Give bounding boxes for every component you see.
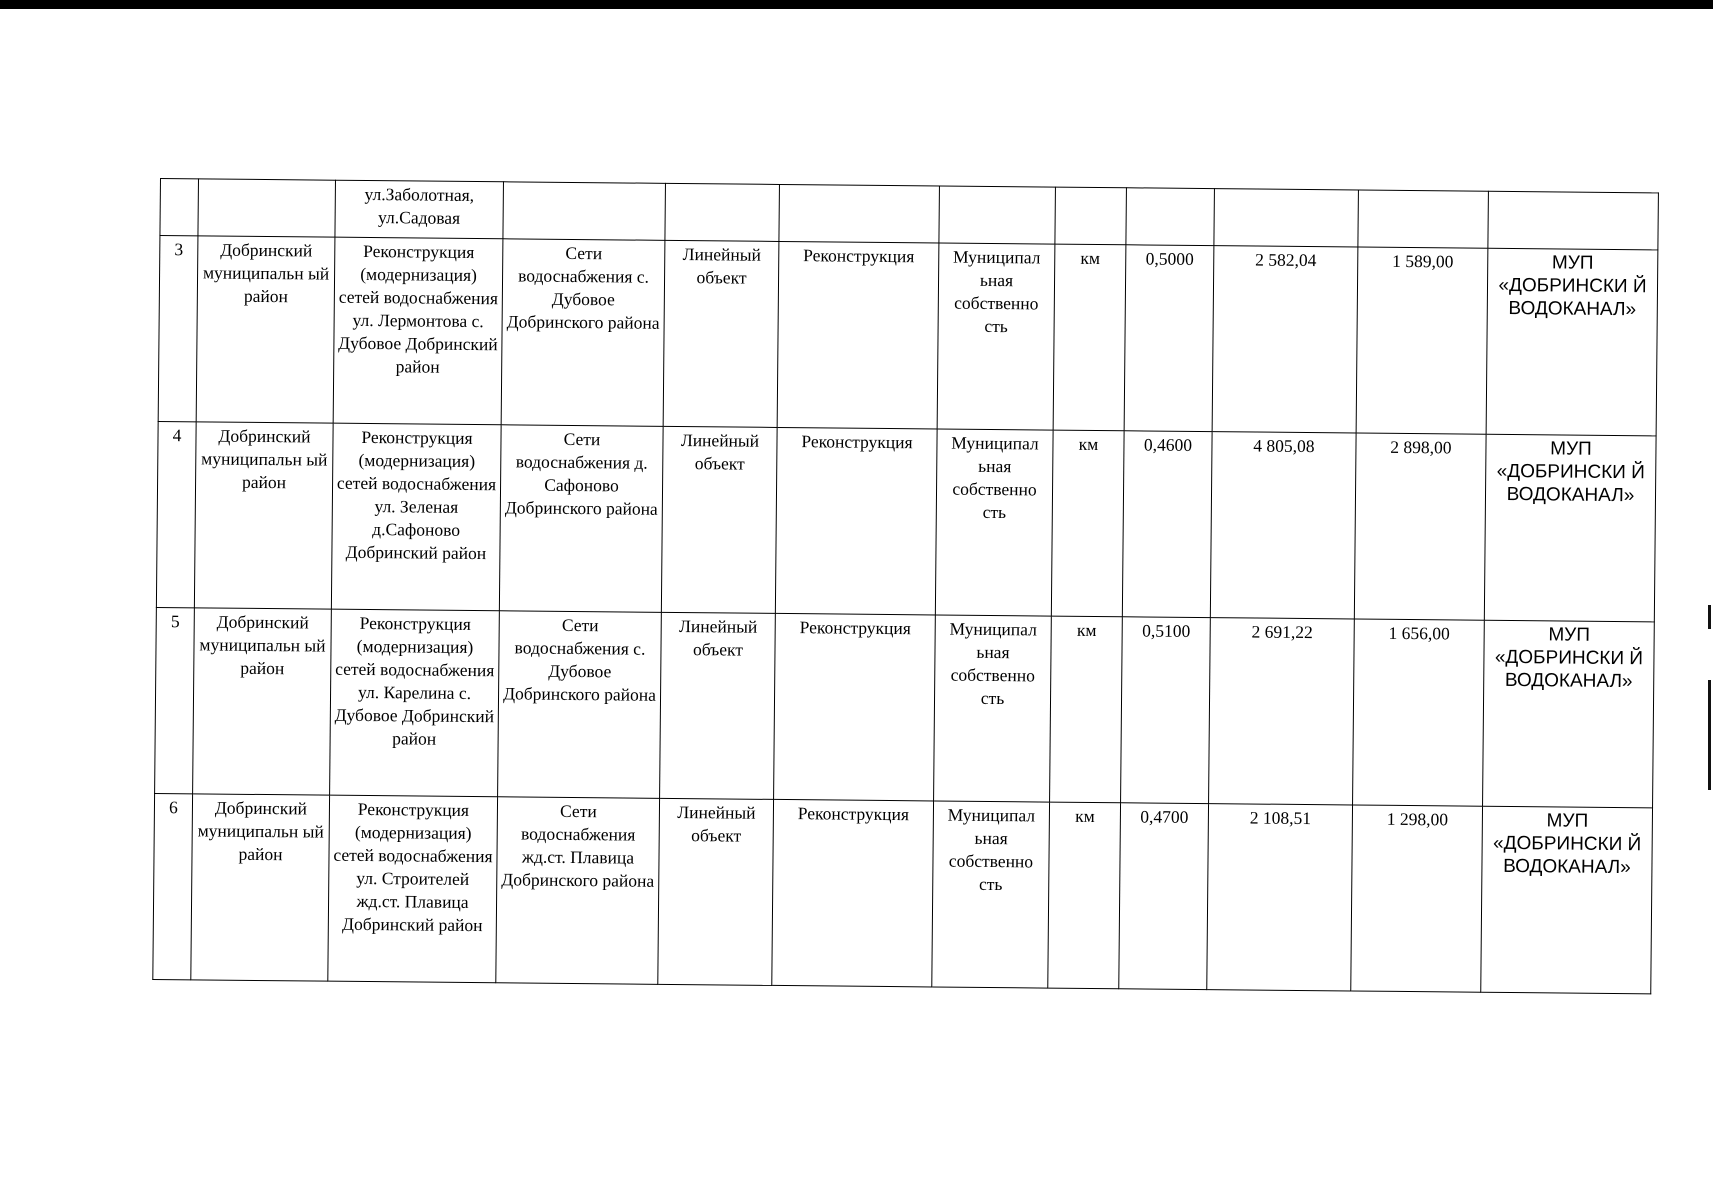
cell-object: Сети водоснабжения д. Сафоново Добринского района	[499, 425, 663, 613]
cell-measure: Реконструкция (модернизация) сетей водоснабжения ул. Лермонтова с. Дубовое Добринский район	[333, 237, 503, 425]
cell-object-type	[665, 183, 780, 241]
cell-ownership: Муниципал ьная собственно сть	[935, 429, 1053, 616]
cell-organization	[1488, 191, 1659, 250]
cell-quantity: 0,5000	[1124, 245, 1214, 432]
scan-mark	[1708, 680, 1711, 790]
cell-ownership: Муниципал ьная собственно сть	[934, 615, 1052, 802]
cell-cost-total: 4 805,08	[1210, 432, 1356, 619]
scan-mark	[1708, 605, 1711, 629]
cell-cost-total	[1214, 189, 1359, 247]
cell-cost-total: 2 108,51	[1207, 804, 1353, 991]
cell-organization: МУП «ДОБРИНСКИ Й ВОДОКАНАЛ»	[1481, 806, 1653, 994]
cell-unit: км	[1051, 430, 1124, 617]
cell-ownership: Муниципал ьная собственно сть	[932, 801, 1050, 988]
cell-quantity: 0,4700	[1119, 803, 1209, 990]
cell-measure: Реконструкция (модернизация) сетей водоснабжения ул. Строителей жд.ст. Плавица Добринский район	[328, 795, 498, 983]
cell-quantity	[1126, 188, 1215, 246]
cell-municipality: Добринский муниципальн ый район	[193, 608, 332, 795]
cell-organization: МУП «ДОБРИНСКИ Й ВОДОКАНАЛ»	[1486, 248, 1658, 436]
cell-index: 4	[156, 421, 196, 607]
cell-work-type	[779, 184, 940, 243]
cell-municipality	[198, 179, 336, 237]
cell-measure: Реконструкция (модернизация) сетей водоснабжения ул. Карелина с. Дубовое Добринский район	[330, 609, 500, 797]
cell-measure: ул.Заболотная, ул.Садовая	[335, 180, 504, 239]
cell-work-type: Реконструкция	[777, 241, 939, 429]
table-row	[153, 793, 1653, 993]
cell-cost-part: 1 656,00	[1353, 619, 1485, 806]
cell-cost-part: 1 298,00	[1351, 805, 1483, 992]
cell-ownership	[939, 186, 1056, 244]
cell-cost-part: 1 589,00	[1356, 247, 1488, 434]
cell-index: 3	[158, 236, 198, 422]
cell-municipality: Добринский муниципальн ый район	[191, 794, 330, 981]
cell-municipality: Добринский муниципальн ый район	[194, 422, 333, 609]
table-row	[155, 607, 1655, 807]
cell-quantity: 0,5100	[1121, 617, 1211, 804]
cell-cost-total: 2 582,04	[1212, 246, 1358, 433]
cell-cost-total: 2 691,22	[1209, 618, 1355, 805]
cell-organization: МУП «ДОБРИНСКИ Й ВОДОКАНАЛ»	[1483, 620, 1655, 808]
investment-program-table	[152, 178, 1659, 994]
cell-work-type: Реконструкция	[775, 427, 937, 615]
cell-work-type: Реконструкция	[772, 799, 934, 987]
cell-organization: МУП «ДОБРИНСКИ Й ВОДОКАНАЛ»	[1484, 434, 1656, 622]
cell-municipality: Добринский муниципальн ый район	[196, 236, 335, 423]
cell-object-type: Линейный объект	[658, 798, 774, 985]
table-row	[158, 236, 1658, 436]
table-row	[156, 421, 1656, 621]
cell-unit	[1055, 187, 1127, 245]
cell-index	[160, 179, 199, 236]
cell-ownership: Муниципал ьная собственно сть	[937, 243, 1055, 430]
cell-object: Сети водоснабжения с. Дубовое Добринского района	[498, 611, 662, 799]
cell-unit: км	[1050, 616, 1123, 803]
cell-cost-part: 2 898,00	[1354, 433, 1486, 620]
cell-object	[503, 182, 666, 241]
cell-object: Сети водоснабжения жд.ст. Плавица Добринского района	[496, 797, 660, 985]
cell-unit: км	[1053, 244, 1126, 431]
cell-object: Сети водоснабжения с. Дубовое Добринского района	[501, 239, 665, 427]
scan-border-top	[0, 0, 1713, 9]
cell-work-type: Реконструкция	[774, 613, 936, 801]
cell-index: 5	[155, 607, 195, 793]
cell-index: 6	[153, 793, 193, 979]
cell-quantity: 0,4600	[1122, 431, 1212, 618]
cell-object-type: Линейный объект	[661, 426, 777, 613]
cell-cost-part	[1358, 190, 1489, 248]
cell-object-type: Линейный объект	[660, 612, 776, 799]
cell-measure: Реконструкция (модернизация) сетей водоснабжения ул. Зеленая д.Сафоново Добринский район	[331, 423, 501, 611]
cell-unit: км	[1048, 802, 1121, 989]
cell-object-type: Линейный объект	[663, 240, 779, 427]
